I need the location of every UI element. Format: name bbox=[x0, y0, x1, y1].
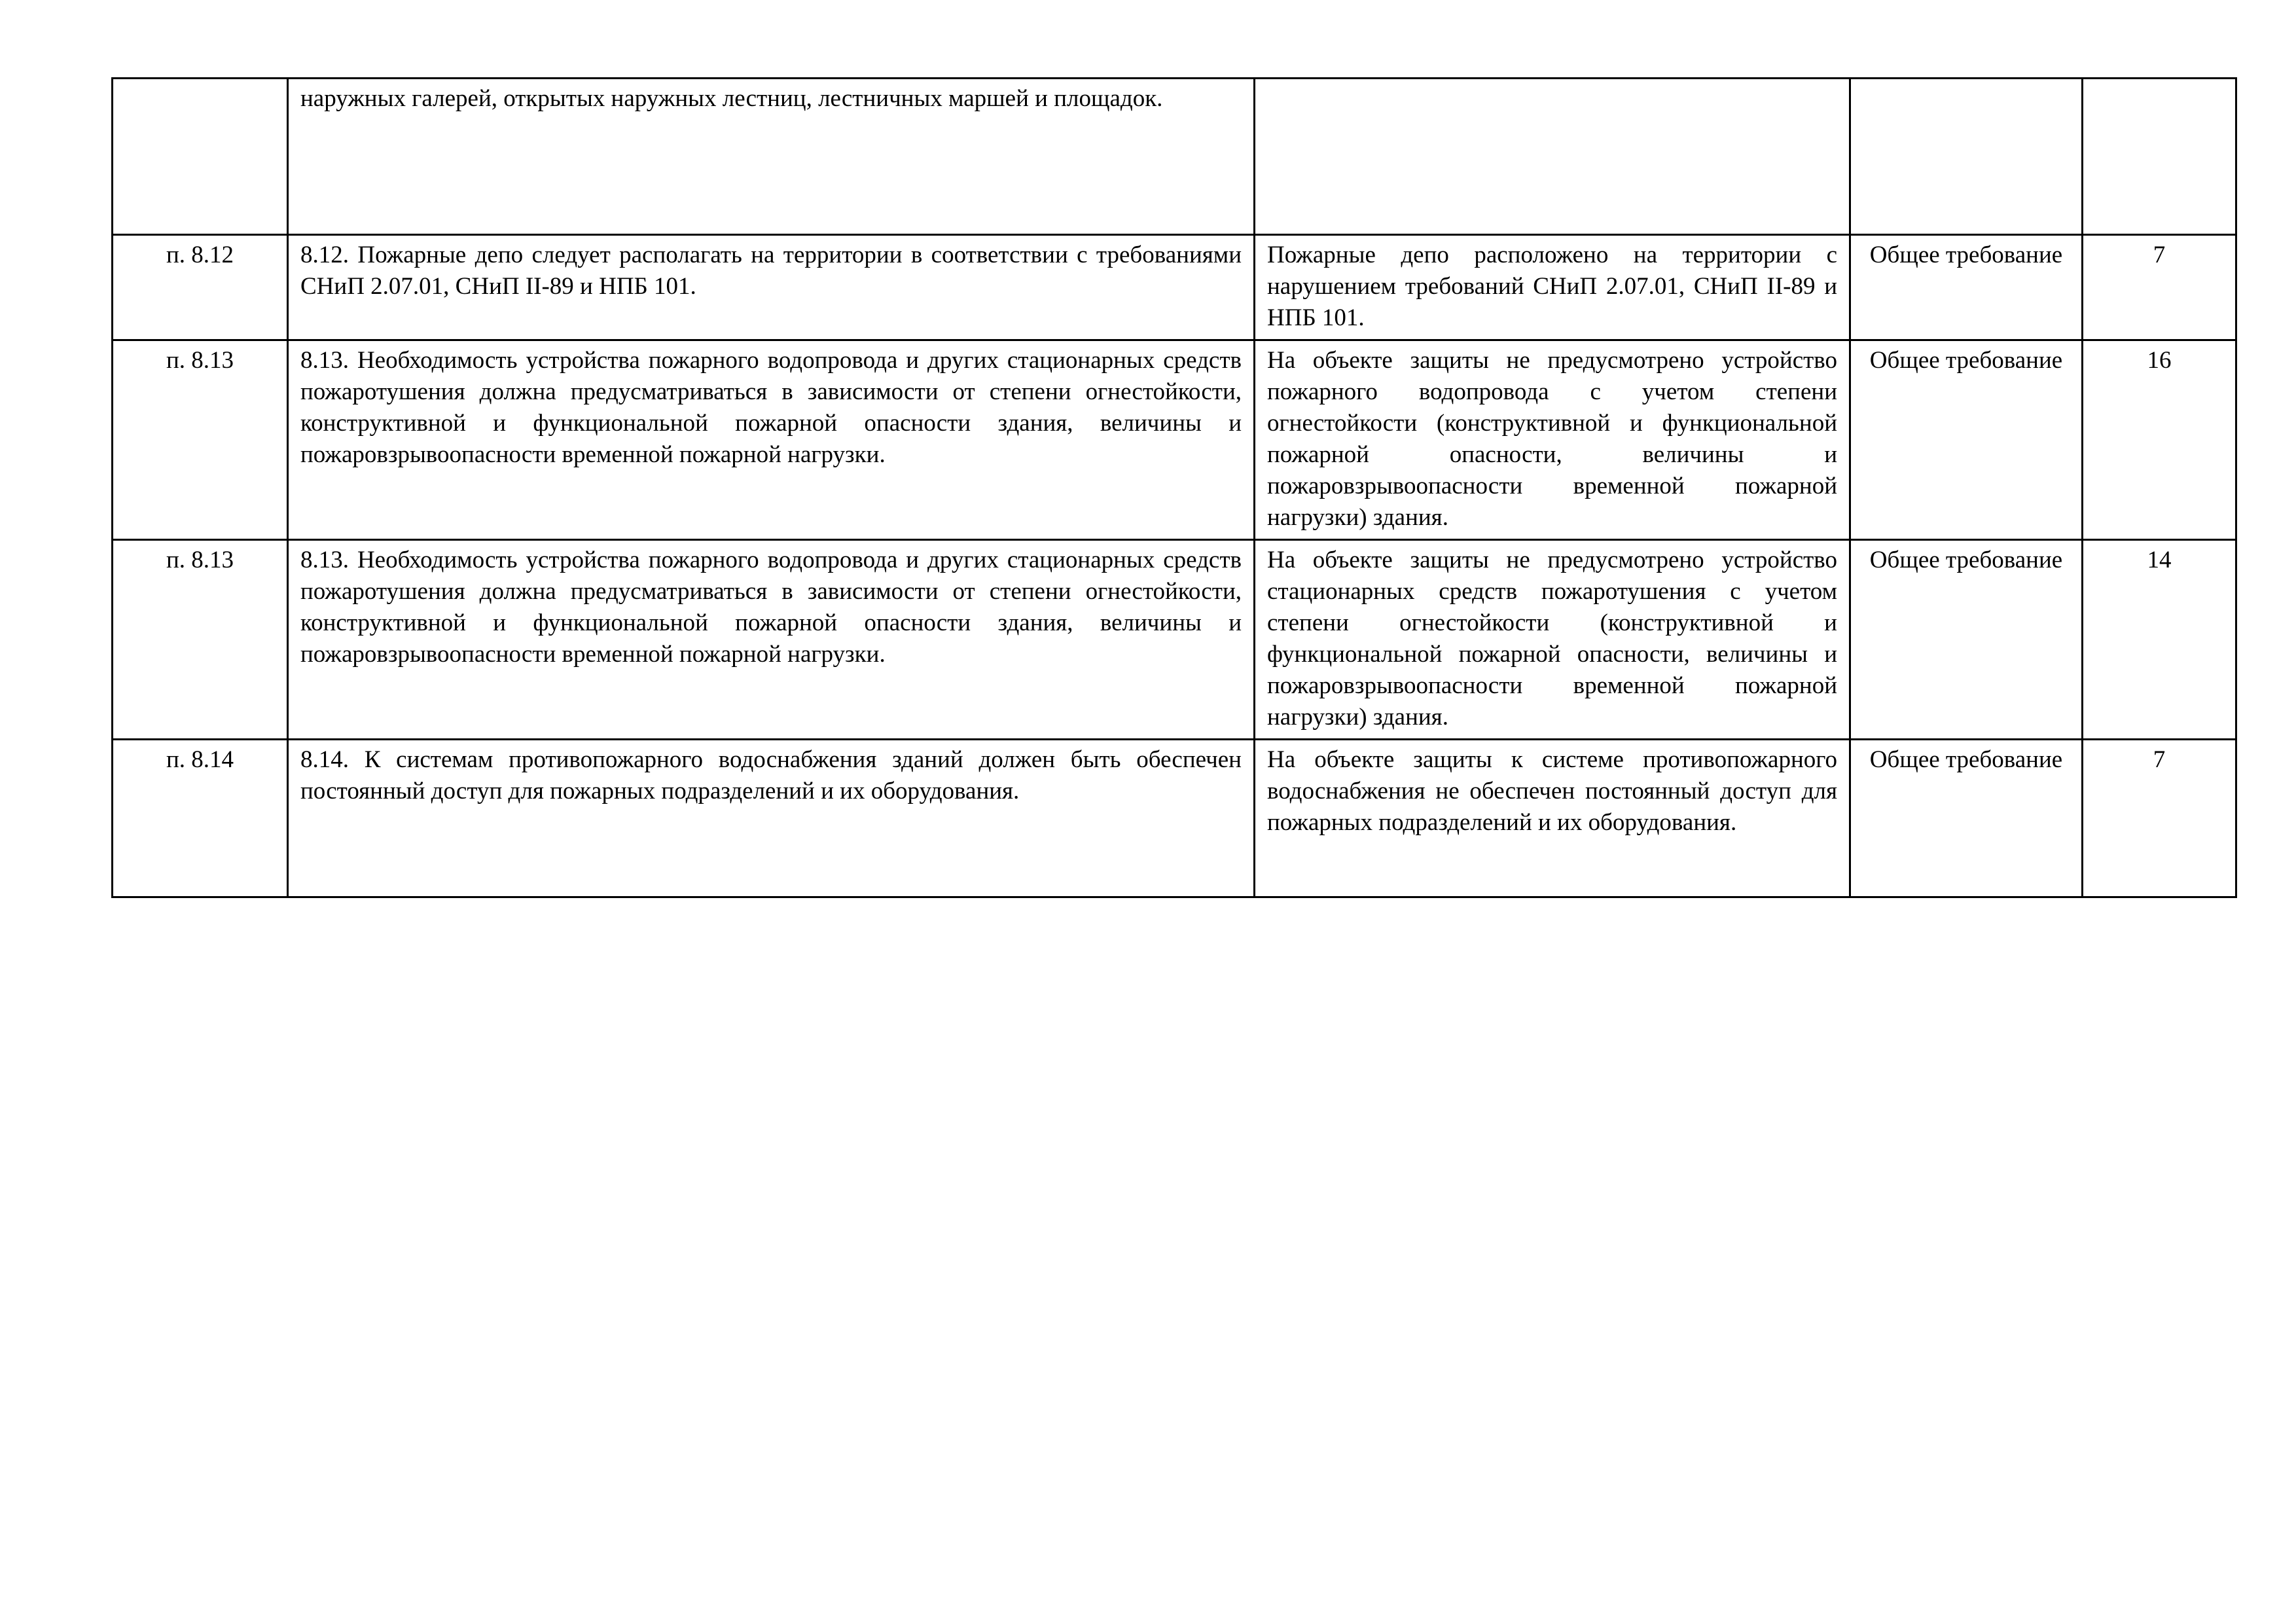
table-row bbox=[113, 340, 2236, 540]
clause-reference-cell: п. 8.14 bbox=[113, 740, 288, 897]
requirements-table bbox=[111, 77, 2237, 898]
requirement-text-cell: 8.14. К системам противопожарного водоснабжения зданий должен быть обеспечен постоянный доступ для пожарных подразделений и их оборудования. bbox=[288, 740, 1255, 897]
violation-text-cell: На объекте защиты к системе противопожарного водоснабжения не обеспечен постоянный доступ для пожарных подразделений и их оборудования. bbox=[1255, 740, 1850, 897]
count-cell: 7 bbox=[2083, 235, 2236, 340]
count-cell bbox=[2083, 79, 2236, 235]
clause-reference-cell: п. 8.13 bbox=[113, 340, 288, 540]
document-page bbox=[111, 77, 2235, 898]
table-row bbox=[113, 235, 2236, 340]
table-row bbox=[113, 740, 2236, 897]
violation-text-cell: Пожарные депо расположено на территории с нарушением требований СНиП 2.07.01, СНиП II-89 и НПБ 101. bbox=[1255, 235, 1850, 340]
clause-reference-cell: п. 8.13 bbox=[113, 540, 288, 740]
requirement-text-cell: 8.13. Необходимость устройства пожарного водопровода и других стационарных средств пожаротушения должна предусматриваться в зависимости от степени огнестойкости, конструктивной и функциональной пожарной опасности здания, величины и пожаровзрывоопасности временной пожарной нагрузки. bbox=[288, 540, 1255, 740]
table-row bbox=[113, 540, 2236, 740]
requirement-type-cell: Общее требование bbox=[1850, 235, 2083, 340]
requirement-type-cell bbox=[1850, 79, 2083, 235]
violation-text-cell: На объекте защиты не предусмотрено устройство пожарного водопровода с учетом степени огнестойкости (конструктивной и функциональной пожарной опасности, величины и пожаровзрывоопасности временной пожарной нагрузки) здания. bbox=[1255, 340, 1850, 540]
count-cell: 14 bbox=[2083, 540, 2236, 740]
count-cell: 7 bbox=[2083, 740, 2236, 897]
requirement-type-cell: Общее требование bbox=[1850, 540, 2083, 740]
count-cell: 16 bbox=[2083, 340, 2236, 540]
violation-text-cell: На объекте защиты не предусмотрено устройство стационарных средств пожаротушения с учетом степени огнестойкости (конструктивной и функциональной пожарной опасности, величины и пожаровзрывоопасности временной пожарной нагрузки) здания. bbox=[1255, 540, 1850, 740]
clause-reference-cell: п. 8.12 bbox=[113, 235, 288, 340]
violation-text-cell bbox=[1255, 79, 1850, 235]
requirement-text-cell: 8.12. Пожарные депо следует располагать на территории в соответствии с требованиями СНиП 2.07.01, СНиП II-89 и НПБ 101. bbox=[288, 235, 1255, 340]
table-row bbox=[113, 79, 2236, 235]
requirement-text-cell: наружных галерей, открытых наружных лестниц, лестничных маршей и площадок. bbox=[288, 79, 1255, 235]
requirement-type-cell: Общее требование bbox=[1850, 740, 2083, 897]
clause-reference-cell bbox=[113, 79, 288, 235]
requirement-type-cell: Общее требование bbox=[1850, 340, 2083, 540]
requirement-text-cell: 8.13. Необходимость устройства пожарного водопровода и других стационарных средств пожаротушения должна предусматриваться в зависимости от степени огнестойкости, конструктивной и функциональной пожарной опасности здания, величины и пожаровзрывоопасности временной пожарной нагрузки. bbox=[288, 340, 1255, 540]
